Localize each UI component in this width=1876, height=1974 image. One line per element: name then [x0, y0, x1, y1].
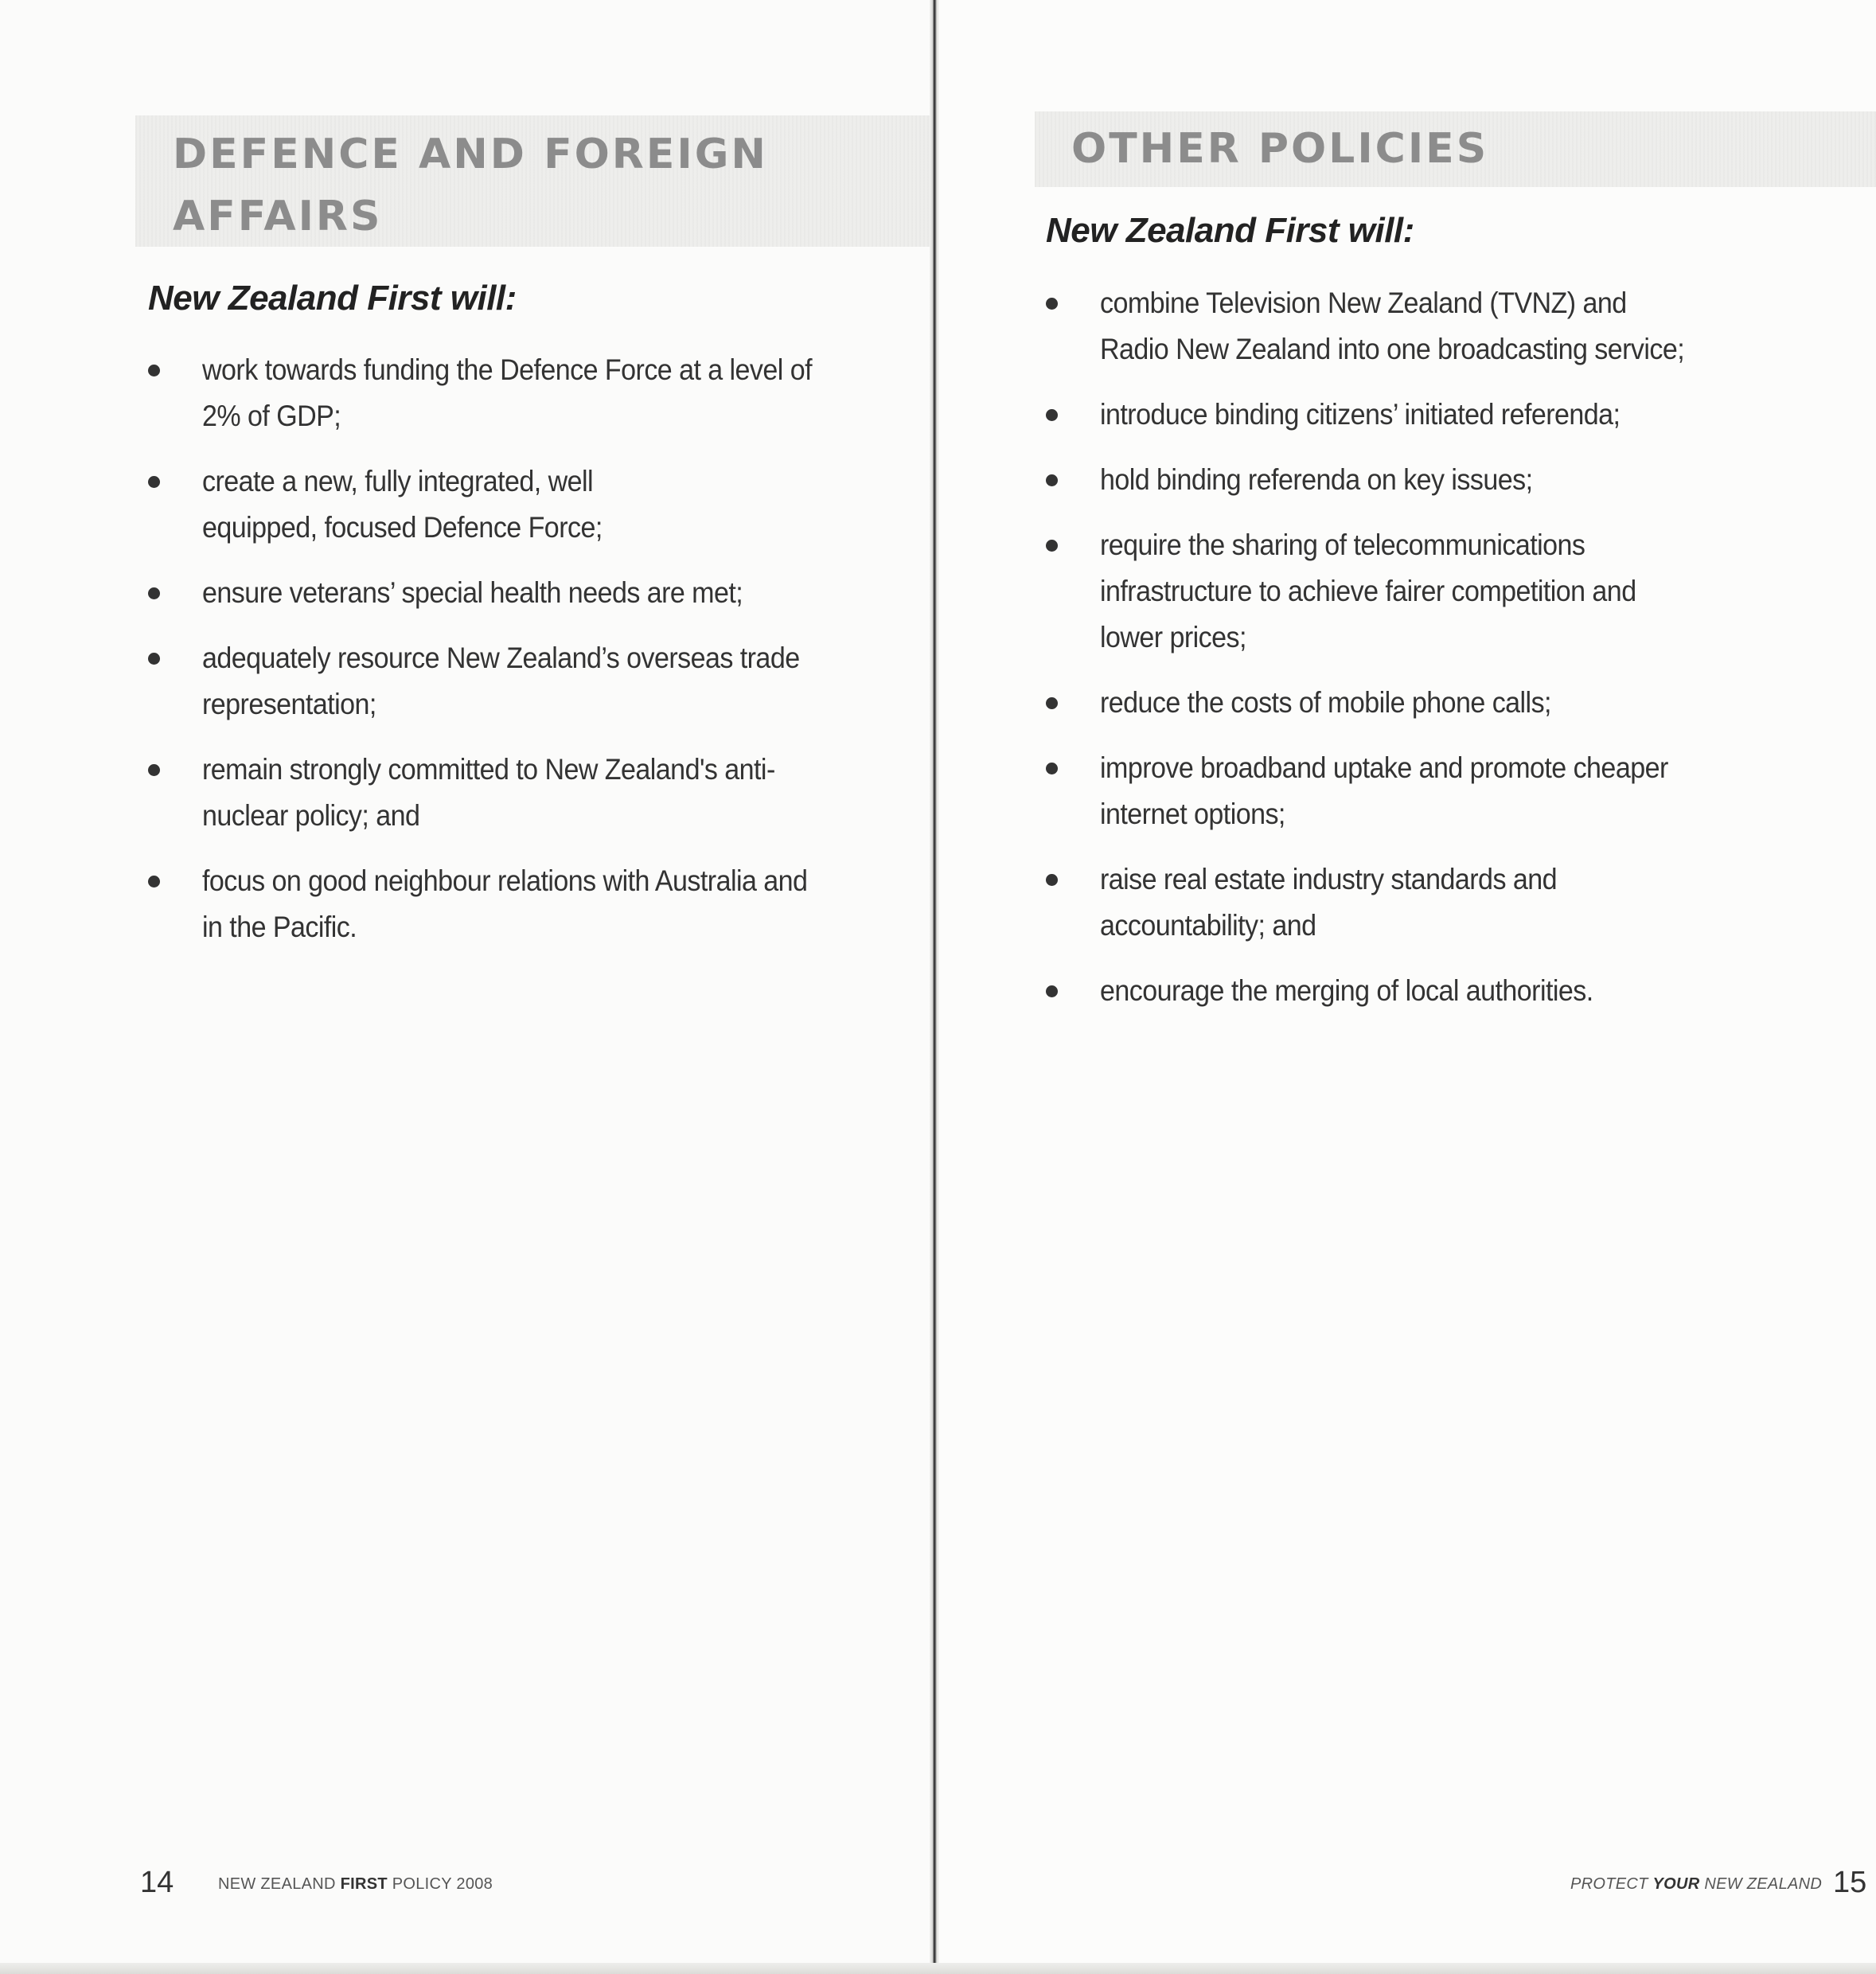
list-item [1046, 968, 1842, 1033]
list-item-text: encourage the merging of local authorities. [1100, 974, 1593, 1007]
list-item [148, 635, 840, 747]
list-item-text: remain strongly committed to New Zealand's anti-nuclear policy; and [202, 753, 775, 832]
list-item [148, 747, 840, 858]
list-item [1046, 856, 1842, 968]
page-bottom-edge [0, 1963, 1876, 1974]
list-item-text: require the sharing of telecommunications infrastructure to achieve fairer competition and lower prices; [1100, 529, 1636, 653]
list-item [148, 570, 840, 635]
list-item-text: reduce the costs of mobile phone calls; [1100, 686, 1551, 719]
list-item-text: introduce binding citizens’ initiated referenda; [1100, 398, 1621, 431]
right-section-heading: OTHER POLICIES [1071, 125, 1489, 173]
right-footer-label: PROTECT YOUR NEW ZEALAND [1570, 1875, 1823, 1893]
bullet-icon [1046, 874, 1058, 886]
list-item-text: work towards funding the Defence Force at a level of 2% of GDP; [202, 353, 812, 432]
bullet-icon [148, 587, 160, 599]
list-item [1046, 522, 1842, 680]
list-item-text: focus on good neighbour relations with Australia and in the Pacific. [202, 864, 808, 943]
bullet-icon [148, 876, 160, 888]
bullet-icon [1046, 540, 1058, 552]
list-item [1046, 392, 1842, 457]
list-item-text: raise real estate industry standards and accountability; and [1100, 863, 1557, 942]
list-item-text: hold binding referenda on key issues; [1100, 463, 1533, 496]
list-item-text: ensure veterans’ special health needs are met; [202, 576, 743, 609]
left-section-heading: DEFENCE AND FOREIGN AFFAIRS [173, 131, 768, 240]
list-item-text: improve broadband uptake and promote cheaper internet options; [1100, 751, 1668, 830]
list-item-text: create a new, fully integrated, well equipped, focused Defence Force; [202, 465, 603, 544]
page-gutter [930, 0, 939, 1974]
page-number-left: 14 [140, 1866, 174, 1899]
bullet-icon [1046, 985, 1058, 997]
left-footer-label: NEW ZEALAND FIRST POLICY 2008 [218, 1875, 493, 1893]
bullet-icon [1046, 298, 1058, 310]
right-policy-list [1046, 280, 1842, 1033]
left-lead-text: New Zealand First will: [148, 279, 517, 318]
bullet-icon [1046, 474, 1058, 486]
bullet-icon [1046, 763, 1058, 774]
bullet-icon [148, 653, 160, 665]
left-policy-list [148, 347, 840, 969]
list-item [148, 458, 840, 570]
page-number-right: 15 [1833, 1866, 1867, 1899]
bullet-icon [1046, 409, 1058, 421]
list-item [148, 858, 840, 969]
bullet-icon [148, 476, 160, 488]
bullet-icon [148, 764, 160, 776]
list-item-text: combine Television New Zealand (TVNZ) and Radio New Zealand into one broadcasting service; [1100, 287, 1685, 365]
bullet-icon [148, 365, 160, 376]
right-lead-text: New Zealand First will: [1046, 211, 1414, 250]
list-item [1046, 457, 1842, 522]
list-item-text: adequately resource New Zealand’s overseas trade representation; [202, 642, 800, 720]
list-item [148, 347, 840, 458]
bullet-icon [1046, 697, 1058, 709]
list-item [1046, 745, 1842, 856]
left-page [0, 0, 933, 1974]
list-item [1046, 280, 1842, 392]
list-item [1046, 680, 1842, 745]
right-page [938, 0, 1876, 1974]
